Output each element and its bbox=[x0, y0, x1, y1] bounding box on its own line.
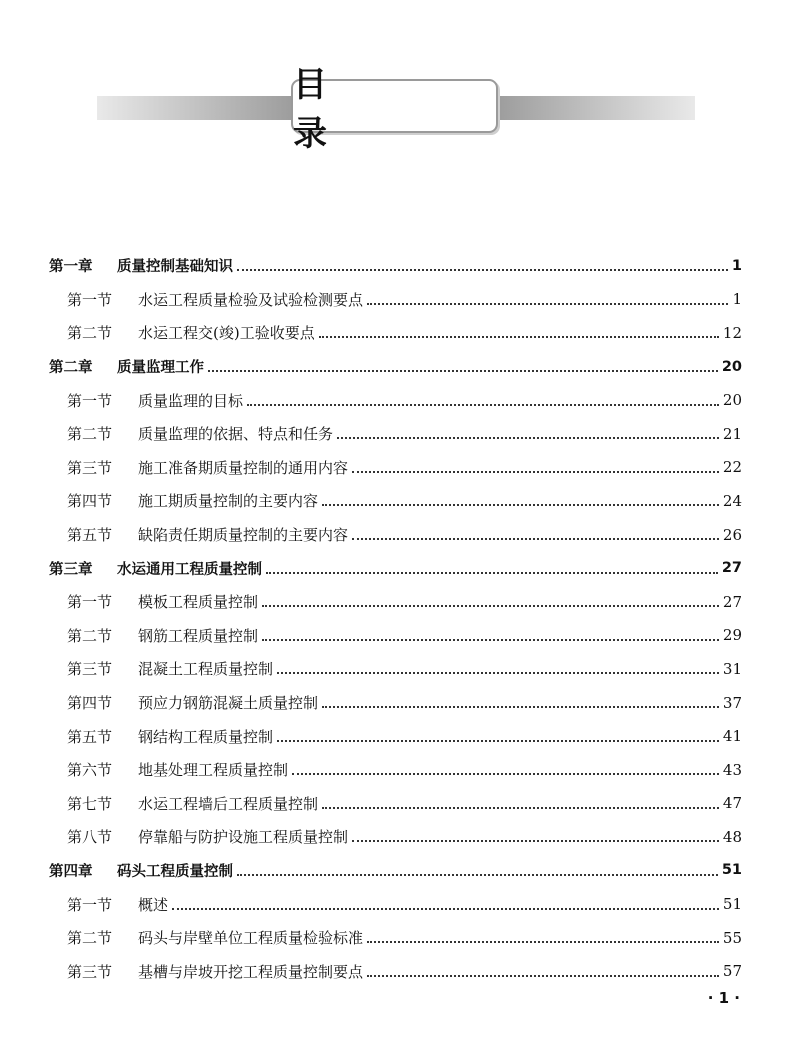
toc-section-entry[interactable] bbox=[49, 753, 742, 787]
toc-entry-page: 27 bbox=[721, 560, 742, 577]
table-of-contents bbox=[49, 249, 742, 988]
page-title: 目 录 bbox=[293, 65, 465, 154]
toc-entry-page: 22 bbox=[722, 458, 742, 477]
dot-leader bbox=[352, 839, 719, 842]
toc-entry-title: 缺陷责任期质量控制的主要内容 bbox=[138, 526, 349, 545]
toc-entry-page: 43 bbox=[722, 760, 742, 779]
toc-entry-page: 1 bbox=[731, 257, 742, 274]
toc-entry-page: 26 bbox=[722, 525, 742, 544]
toc-entry-number: 第五节 bbox=[67, 526, 113, 545]
toc-section-entry[interactable] bbox=[49, 686, 742, 720]
toc-section-entry[interactable] bbox=[49, 585, 742, 619]
toc-section-entry[interactable] bbox=[49, 518, 742, 552]
toc-entry-number: 第三节 bbox=[67, 962, 113, 981]
toc-section-entry[interactable] bbox=[49, 283, 742, 317]
dot-leader bbox=[367, 940, 719, 943]
toc-chapter-entry[interactable] bbox=[49, 551, 742, 585]
toc-entry-page: 31 bbox=[722, 659, 742, 678]
toc-entry-title: 水运通用工程质量控制 bbox=[117, 561, 262, 578]
toc-entry-number: 第四节 bbox=[67, 492, 113, 511]
toc-entry-page: 47 bbox=[722, 794, 742, 813]
dot-leader bbox=[367, 974, 719, 977]
dot-leader bbox=[319, 335, 719, 338]
toc-entry-number: 第三节 bbox=[67, 660, 113, 679]
toc-entry-page: 29 bbox=[722, 626, 742, 645]
page-number: · 1 · bbox=[707, 989, 740, 1007]
dot-leader bbox=[367, 302, 728, 305]
toc-entry-title: 模板工程质量控制 bbox=[138, 593, 259, 612]
toc-entry-number: 第二节 bbox=[67, 425, 113, 444]
toc-entry-page: 20 bbox=[721, 358, 742, 375]
toc-entry-page: 12 bbox=[722, 323, 742, 342]
title-bar-left-decoration bbox=[97, 96, 292, 120]
toc-chapter-entry[interactable] bbox=[49, 854, 742, 888]
toc-entry-page: 41 bbox=[722, 727, 742, 746]
toc-entry-title: 码头与岸壁单位工程质量检验标准 bbox=[138, 929, 364, 948]
toc-entry-number: 第二章 bbox=[49, 360, 93, 377]
toc-entry-title: 预应力钢筋混凝土质量控制 bbox=[138, 694, 319, 713]
toc-entry-title: 质量监理的依据、特点和任务 bbox=[138, 425, 334, 444]
toc-entry-number: 第二节 bbox=[67, 324, 113, 343]
toc-entry-title: 码头工程质量控制 bbox=[117, 863, 233, 880]
dot-leader bbox=[262, 638, 719, 641]
toc-entry-title: 施工期质量控制的主要内容 bbox=[138, 492, 319, 511]
toc-entry-page: 1 bbox=[732, 290, 742, 309]
toc-entry-title: 水运工程交(竣)工验收要点 bbox=[138, 324, 315, 343]
toc-entry-title: 地基处理工程质量控制 bbox=[138, 761, 289, 780]
toc-section-entry[interactable] bbox=[49, 484, 742, 518]
toc-entry-number: 第七节 bbox=[67, 794, 113, 813]
dot-leader bbox=[237, 873, 718, 876]
dot-leader bbox=[277, 739, 719, 742]
toc-entry-number: 第一节 bbox=[67, 593, 113, 612]
toc-section-entry[interactable] bbox=[49, 417, 742, 451]
toc-entry-title: 水运工程墙后工程质量控制 bbox=[138, 794, 319, 813]
dot-leader bbox=[352, 470, 719, 473]
toc-entry-page: 55 bbox=[722, 928, 742, 947]
toc-entry-page: 57 bbox=[722, 962, 742, 981]
toc-entry-title: 钢结构工程质量控制 bbox=[138, 727, 274, 746]
toc-entry-number: 第三章 bbox=[49, 561, 93, 578]
toc-entry-page: 24 bbox=[722, 491, 742, 510]
toc-entry-title: 基槽与岸坡开挖工程质量控制要点 bbox=[138, 962, 364, 981]
toc-entry-title: 混凝土工程质量控制 bbox=[138, 660, 274, 679]
toc-entry-title: 施工准备期质量控制的通用内容 bbox=[138, 458, 349, 477]
toc-entry-title: 质量监理工作 bbox=[117, 360, 204, 377]
toc-section-entry[interactable] bbox=[49, 383, 742, 417]
toc-entry-number: 第一节 bbox=[67, 290, 113, 309]
toc-section-entry[interactable] bbox=[49, 451, 742, 485]
title-box bbox=[291, 65, 498, 154]
toc-entry-title: 钢筋工程质量控制 bbox=[138, 626, 259, 645]
toc-entry-page: 37 bbox=[722, 693, 742, 712]
toc-entry-number: 第二节 bbox=[67, 929, 113, 948]
toc-entry-title: 水运工程质量检验及试验检测要点 bbox=[138, 290, 364, 309]
toc-entry-number: 第一节 bbox=[67, 391, 113, 410]
dot-leader bbox=[266, 571, 718, 574]
toc-entry-title: 质量监理的目标 bbox=[138, 391, 244, 410]
dot-leader bbox=[337, 436, 719, 439]
dot-leader bbox=[247, 403, 719, 406]
dot-leader bbox=[322, 503, 719, 506]
dot-leader bbox=[322, 806, 719, 809]
toc-entry-title: 质量控制基础知识 bbox=[117, 259, 233, 276]
toc-entry-page: 48 bbox=[722, 827, 742, 846]
toc-section-entry[interactable] bbox=[49, 887, 742, 921]
dot-leader bbox=[237, 268, 728, 271]
toc-entry-number: 第八节 bbox=[67, 828, 113, 847]
toc-chapter-entry[interactable] bbox=[49, 350, 742, 384]
dot-leader bbox=[208, 369, 718, 372]
toc-entry-number: 第五节 bbox=[67, 727, 113, 746]
toc-entry-page: 21 bbox=[722, 424, 742, 443]
toc-entry-title: 概述 bbox=[138, 895, 169, 914]
toc-entry-title: 停靠船与防护设施工程质量控制 bbox=[138, 828, 349, 847]
toc-section-entry[interactable] bbox=[49, 652, 742, 686]
dot-leader bbox=[322, 705, 719, 708]
toc-section-entry[interactable] bbox=[49, 954, 742, 988]
toc-section-entry[interactable] bbox=[49, 316, 742, 350]
dot-leader bbox=[292, 772, 719, 775]
toc-entry-number: 第二节 bbox=[67, 626, 113, 645]
toc-entry-number: 第一章 bbox=[49, 259, 93, 276]
toc-entry-number: 第一节 bbox=[67, 895, 113, 914]
toc-chapter-entry[interactable] bbox=[49, 249, 742, 283]
dot-leader bbox=[352, 537, 719, 540]
toc-section-entry[interactable] bbox=[49, 619, 742, 653]
toc-entry-number: 第四节 bbox=[67, 694, 113, 713]
toc-section-entry[interactable] bbox=[49, 719, 742, 753]
dot-leader bbox=[172, 907, 719, 910]
dot-leader bbox=[277, 671, 719, 674]
toc-entry-number: 第三节 bbox=[67, 458, 113, 477]
toc-section-entry[interactable] bbox=[49, 820, 742, 854]
title-banner bbox=[0, 0, 790, 160]
toc-entry-number: 第四章 bbox=[49, 863, 93, 880]
toc-entry-page: 51 bbox=[722, 895, 742, 914]
toc-entry-page: 20 bbox=[722, 391, 742, 410]
toc-entry-number: 第六节 bbox=[67, 761, 113, 780]
toc-entry-page: 27 bbox=[722, 592, 742, 611]
dot-leader bbox=[262, 604, 719, 607]
toc-section-entry[interactable] bbox=[49, 787, 742, 821]
toc-section-entry[interactable] bbox=[49, 921, 742, 955]
toc-entry-page: 51 bbox=[721, 862, 742, 879]
